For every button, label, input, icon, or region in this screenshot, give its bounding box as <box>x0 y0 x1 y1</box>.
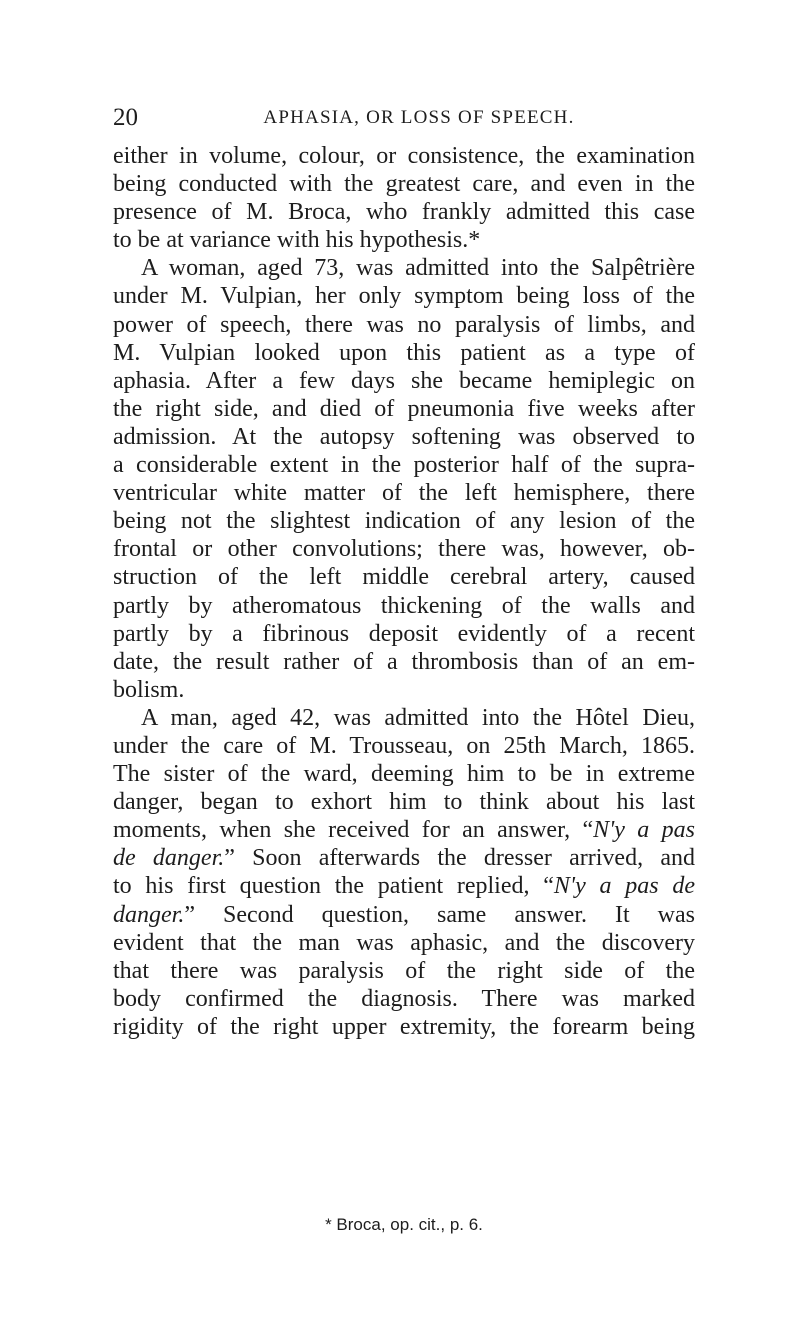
text-line: the right side, and died of pneumonia five weeks after <box>113 395 695 422</box>
running-title: APHASIA, OR LOSS OF SPEECH. <box>263 107 575 128</box>
text-line: evident that the man was aphasic, and the discovery <box>113 929 695 956</box>
text-line: a considerable extent in the posterior half of the supra- <box>113 452 695 479</box>
text-line <box>113 816 695 844</box>
page-header <box>113 100 695 136</box>
text-line: being not the slightest indication of any lesion of the <box>113 508 695 535</box>
text-segment: ” Soon afterwards the dresser arrived, and <box>224 845 696 872</box>
text-line: admission. At the autopsy softening was observed to <box>113 423 695 450</box>
text-line: under M. Vulpian, her only symptom being loss of the <box>113 283 695 310</box>
text-line: aphasia. After a few days she became hemiplegic on <box>113 367 695 394</box>
footnote: * Broca, op. cit., p. 6. <box>325 1215 483 1234</box>
text-line: A man, aged 42, was admitted into the Hôtel Dieu, <box>141 704 695 731</box>
text-line: bolism. <box>113 676 185 703</box>
page-number: 20 <box>113 104 138 131</box>
text-segment: ” Second question, same answer. It was <box>184 901 695 928</box>
italic-phrase: N'y a pas <box>593 817 695 844</box>
text-line: presence of M. Broca, who frankly admitted this case <box>113 199 695 226</box>
text-segment: moments, when she received for an answer, “ <box>113 817 594 844</box>
text-segment: to his first question the patient replied, “ <box>113 873 554 900</box>
text-line: to be at variance with his hypothesis.* <box>113 227 481 254</box>
text-line: partly by atheromatous thickening of the walls and <box>113 592 695 619</box>
text-line: power of speech, there was no paralysis of limbs, and <box>113 311 695 338</box>
text-line: ventricular white matter of the left hemisphere, there <box>113 480 695 507</box>
text-line: under the care of M. Trousseau, on 25th March, 1865. <box>113 732 695 759</box>
text-line: danger, began to exhort him to think about his last <box>113 789 695 816</box>
text-line: body confirmed the diagnosis. There was marked <box>113 985 695 1012</box>
text-line <box>113 844 695 872</box>
text-line: M. Vulpian looked upon this patient as a type of <box>113 339 695 366</box>
text-line: being conducted with the greatest care, and even in the <box>113 171 695 198</box>
text-line: The sister of the ward, deeming him to be in extreme <box>113 761 695 788</box>
text-line: partly by a fibrinous deposit evidently of a recent <box>113 620 695 647</box>
text-line: either in volume, colour, or consistence, the examination <box>113 143 695 169</box>
text-line: A woman, aged 73, was admitted into the Salpêtrière <box>141 255 695 282</box>
text-line <box>113 901 695 929</box>
italic-phrase: de danger. <box>113 845 225 872</box>
italic-phrase: danger. <box>113 901 185 928</box>
text-line: that there was paralysis of the right side of the <box>113 957 695 984</box>
italic-phrase: N'y a pas de <box>553 873 695 900</box>
text-line <box>113 872 695 900</box>
text-line: struction of the left middle cerebral artery, caused <box>113 564 695 591</box>
text-line: rigidity of the right upper extremity, the forearm being <box>113 1013 695 1040</box>
text-line: date, the result rather of a thrombosis than of an em- <box>113 648 695 675</box>
body-text <box>113 142 695 1041</box>
text-line: frontal or other convolutions; there was, however, ob- <box>113 536 695 563</box>
